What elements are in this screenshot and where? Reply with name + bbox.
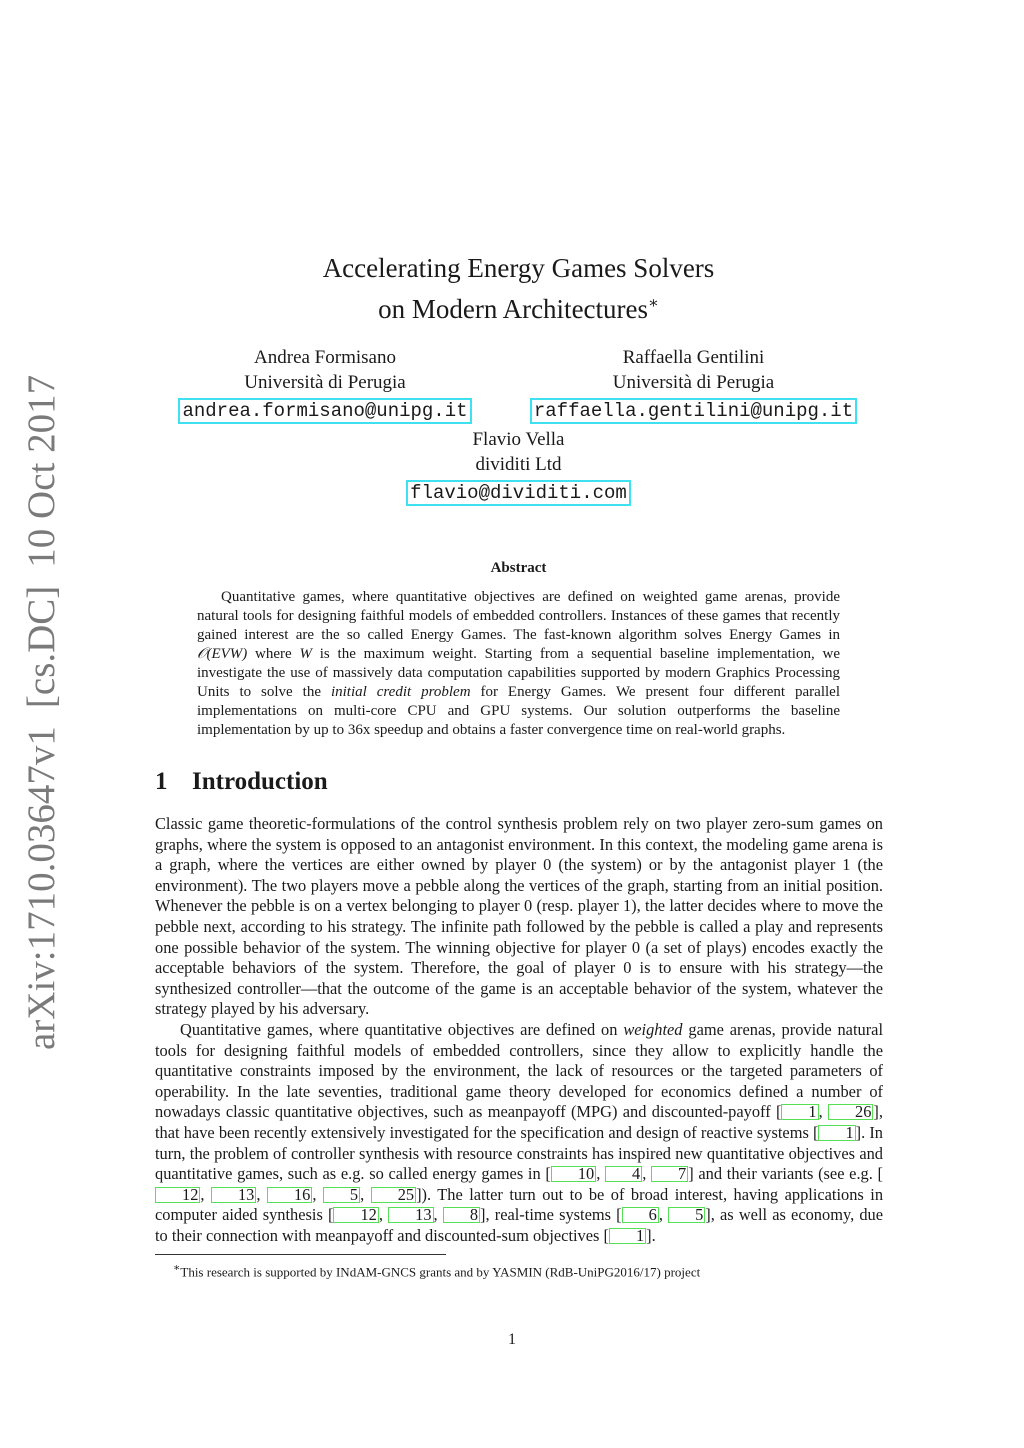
citation-link[interactable]: 8 <box>443 1207 480 1223</box>
citation-link[interactable]: 1 <box>781 1104 818 1120</box>
author-1-email-link[interactable]: andrea.formisano@unipg.it <box>178 398 471 424</box>
section-title: Introduction <box>192 768 328 795</box>
section-heading <box>155 768 328 796</box>
citation-link[interactable]: 13 <box>211 1187 256 1203</box>
citation-link[interactable]: 4 <box>605 1166 642 1182</box>
citation-link[interactable]: 26 <box>828 1104 873 1120</box>
author-2-name: Raffaella Gentilini <box>622 347 765 368</box>
footnote <box>155 1260 883 1280</box>
author-3-name: Flavio Vella <box>472 429 565 450</box>
citation-link[interactable]: 25 <box>371 1187 416 1203</box>
weight-symbol: W <box>299 646 312 662</box>
citation-link[interactable]: 16 <box>267 1187 312 1203</box>
page-number: 1 <box>508 1331 516 1348</box>
intro-paragraph-1: Classic game theoretic-formulations of the control synthesis problem rely on two player zero-sum games on graphs, where the system is opposed to an antagonist environment. In this context, the modeling game arena is a graph, where the vertices are either owned by player 0 (the system) or by the antagonist player 1 (the environment). The two players move a pebble along the vertices of the graph, starting from an initial position. Whenever the pebble is on a vertex belonging to player 0 (resp. player 1), the latter decides where to move the pebble next, according to his strategy. The infinite path followed by the pebble is called a play and represents one possible behavior of the system. The winning objective for player 0 (a set of plays) encodes exactly the acceptable behaviors of the system. Therefore, the goal of player 0 is to ensure with his strategy—the synthesized controller—that the outcome of the game is an acceptable behavior of the system, whatever the strategy played by his adversary. <box>155 814 883 1019</box>
paper-title <box>150 250 887 327</box>
author-2-affiliation: Università di Perugia <box>612 372 775 393</box>
citation-link[interactable]: 1 <box>609 1228 646 1244</box>
citation-link[interactable]: 7 <box>651 1166 688 1182</box>
citation-link[interactable]: 13 <box>388 1207 433 1223</box>
footnote-text: This research is supported by INdAM-GNCS grants and by YASMIN (RdB-UniPG2016/17) project <box>180 1264 701 1280</box>
arxiv-id: arXiv:1710.03647v1 <box>20 726 63 1050</box>
complexity-expression: 𝒪(EVW) <box>197 646 248 662</box>
citation-link[interactable]: 12 <box>155 1187 200 1203</box>
author-3-affiliation: dividiti Ltd <box>475 454 562 475</box>
footnote-mark: ∗ <box>173 1262 181 1274</box>
abstract-text: Quantitative games, where quantitative objectives are defined on weighted game arenas, provide natural tools for designing faithful models of embedded controllers. Instances of these games that recently gained interest are the so called Energy Games. The fast-known algorithm solves Energy Games in 𝒪(EVW) where W is the maximum weight. Starting from a sequential baseline implementation, we investigate the use of massively data computation capabilities supported by modern Graphics Processing Units to solve the initial credit problem for Energy Games. We present four different parallel implementations on multi-core CPU and GPU systems. Our solution outperforms the baseline implementation by up to 36x speedup and obtains a faster convergence time on real-world graphs. <box>197 589 840 738</box>
title-line-1: Accelerating Energy Games Solvers <box>322 253 715 283</box>
citation-link[interactable]: 1 <box>818 1125 855 1141</box>
intro-paragraph-2: Quantitative games, where quantitative objectives are defined on weighted game arenas, provide natural tools for designing faithful models of embedded controllers, since they allow to explicitly handle the quantitative constraints imposed by the environment, the lack of resources or the targeted parameters of operability. In the late seventies, traditional game theory developed for economics defined a number of nowadays classic quantitative objectives, such as meanpayoff (MPG) and discounted-payoff [ 1 , 26 ], that have been recently extensively investigated for the specification and design of reactive systems [ 1 ]. In turn, the problem of controller synthesis with resource constraints has inspired new quantitative objectives and quantitative games, such as e.g. so called energy games in [ 10 , 4 , 7 ] and their variants (see e.g. [12 , 13 , 16 , 5 , 25 ]). The latter turn out to be of broad interest, having applications in computer aided synthesis [ 12 , 13 , 8 ], real-time systems [ 6 , 5 ], as well as economy, due to their connection with meanpayoff and discounted-sum objectives [ 1 ]. <box>155 1019 884 1245</box>
arxiv-date: 10 Oct 2017 <box>20 374 63 568</box>
author-3-email-link[interactable]: flavio@dividiti.com <box>406 480 631 506</box>
citation-link[interactable]: 12 <box>333 1207 378 1223</box>
title-footnote-mark: ∗ <box>648 295 659 312</box>
abstract-heading: Abstract <box>490 560 547 576</box>
abstract-emphasis: initial credit problem <box>330 684 471 700</box>
citation-link[interactable]: 5 <box>323 1187 360 1203</box>
title-line-2: on Modern Architectures∗ <box>378 294 659 324</box>
introduction-body <box>155 814 883 1246</box>
author-2 <box>515 345 872 424</box>
author-1-name: Andrea Formisano <box>254 347 396 368</box>
citation-link[interactable]: 6 <box>622 1207 659 1223</box>
author-2-email-link[interactable]: raffaella.gentilini@unipg.it <box>530 398 857 424</box>
author-1-affiliation: Università di Perugia <box>244 372 406 393</box>
author-3 <box>350 427 687 506</box>
citation-link[interactable]: 5 <box>668 1207 705 1223</box>
section-number: 1 <box>155 768 168 795</box>
citation-link[interactable]: 10 <box>551 1166 596 1182</box>
author-1 <box>150 345 500 424</box>
footnote-rule <box>155 1254 446 1255</box>
arxiv-category: [cs.DC] <box>20 585 63 709</box>
arxiv-stamp <box>20 374 63 1050</box>
